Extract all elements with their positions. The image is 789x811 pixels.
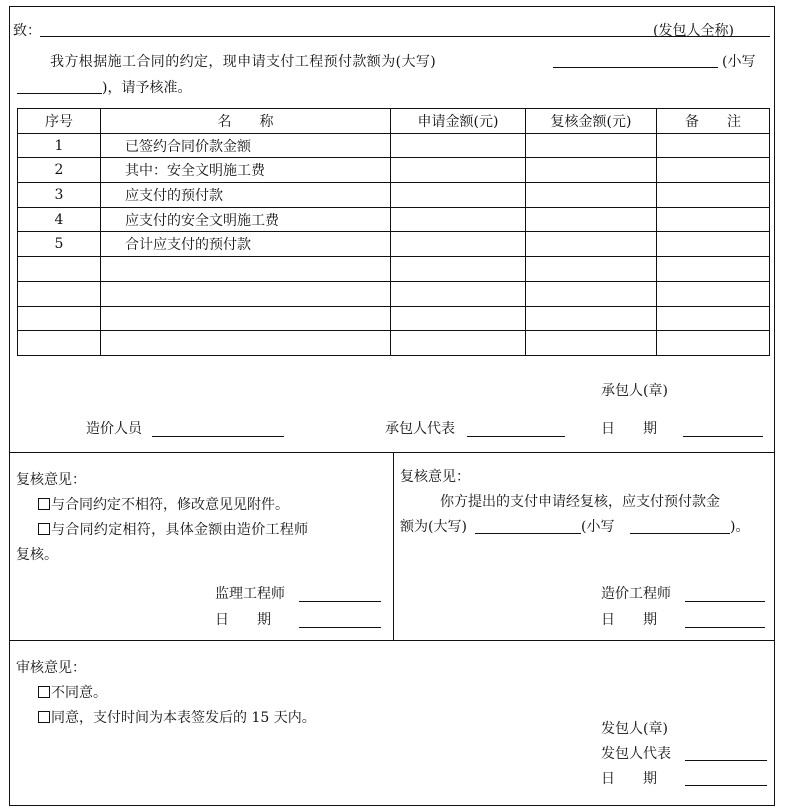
remarks-cell[interactable] xyxy=(657,158,770,183)
contractor-representative-line[interactable] xyxy=(467,436,565,437)
row-name[interactable] xyxy=(101,257,391,282)
reviewed-amount-cell[interactable] xyxy=(526,232,657,257)
reviewed-amount-cell[interactable] xyxy=(526,133,657,158)
table-row xyxy=(18,331,770,356)
audit-agree-checkbox[interactable] xyxy=(38,711,50,723)
cost-staff-label: 造价人员 xyxy=(86,421,142,437)
supervisor-label: 监理工程师 xyxy=(215,586,285,602)
cost-staff-signature-line[interactable] xyxy=(152,436,284,437)
remarks-cell[interactable] xyxy=(657,281,770,306)
table-row xyxy=(18,257,770,282)
review-right-text-2b: (小写 xyxy=(581,519,615,535)
row-no[interactable] xyxy=(18,257,101,282)
applied-amount-cell[interactable] xyxy=(391,306,526,331)
audit-date-label: 日 期 xyxy=(601,771,657,787)
row-name: 已签约合同价款金额 xyxy=(101,133,391,158)
review-right-date-label: 日 期 xyxy=(601,612,657,628)
audit-option-1-label: 不同意。 xyxy=(51,685,107,701)
applied-amount-cell[interactable] xyxy=(391,183,526,208)
row-name: 应支付的预付款 xyxy=(101,183,391,208)
row-no: 5 xyxy=(18,232,101,257)
reviewed-amount-cell[interactable] xyxy=(526,183,657,208)
audit-disagree-checkbox[interactable] xyxy=(38,686,50,698)
row-name: 其中：安全文明施工费 xyxy=(101,158,391,183)
col-header-no: 序号 xyxy=(18,109,101,134)
reviewed-amount-cell[interactable] xyxy=(526,207,657,232)
remarks-cell[interactable] xyxy=(657,232,770,257)
review-left-option-2-cont: 复核。 xyxy=(16,547,58,563)
table-row xyxy=(18,183,770,208)
advance-payment-table xyxy=(17,108,770,356)
review-column-divider xyxy=(393,452,394,640)
employer-representative-label: 发包人代表 xyxy=(601,746,671,762)
section-divider xyxy=(9,640,775,641)
review-left-option-2[interactable] xyxy=(38,519,308,539)
audit-option-2-label: 同意，支付时间为本表签发后的 15 天内。 xyxy=(51,710,316,726)
applied-amount-cell[interactable] xyxy=(391,331,526,356)
contractor-date-label: 日 期 xyxy=(601,421,657,437)
col-header-remarks: 备 注 xyxy=(657,109,770,134)
supervisor-signature-line[interactable] xyxy=(299,601,381,602)
row-name[interactable] xyxy=(101,306,391,331)
agree-checkbox[interactable] xyxy=(38,523,50,535)
review-left-date-label: 日 期 xyxy=(215,612,271,628)
table-row xyxy=(18,158,770,183)
contractor-representative-label: 承包人代表 xyxy=(385,421,455,437)
audit-option-2[interactable] xyxy=(38,707,316,727)
employer-full-name-hint: (发包人全称) xyxy=(653,23,734,39)
row-name[interactable] xyxy=(101,281,391,306)
row-name: 合计应支付的预付款 xyxy=(101,232,391,257)
review-amount-figures-line[interactable] xyxy=(630,533,730,534)
row-name[interactable] xyxy=(101,331,391,356)
reviewed-amount-cell[interactable] xyxy=(526,331,657,356)
review-amount-words-line[interactable] xyxy=(475,533,581,534)
section-divider xyxy=(9,452,775,453)
row-no: 3 xyxy=(18,183,101,208)
remarks-cell[interactable] xyxy=(657,207,770,232)
remarks-cell[interactable] xyxy=(657,257,770,282)
application-text-part2: (小写 xyxy=(722,54,756,70)
table-row xyxy=(18,232,770,257)
remarks-cell[interactable] xyxy=(657,306,770,331)
applied-amount-cell[interactable] xyxy=(391,133,526,158)
applied-amount-cell[interactable] xyxy=(391,207,526,232)
remarks-cell[interactable] xyxy=(657,331,770,356)
audit-title: 审核意见： xyxy=(16,660,86,676)
review-left-option-1-label: 与合同约定不相符，修改意见见附件。 xyxy=(51,497,289,513)
cost-engineer-label: 造价工程师 xyxy=(601,586,671,602)
row-no: 1 xyxy=(18,133,101,158)
review-right-text-2c: )。 xyxy=(730,519,750,535)
row-no[interactable] xyxy=(18,281,101,306)
col-header-applied-amount: 申请金额(元) xyxy=(391,109,526,134)
applied-amount-cell[interactable] xyxy=(391,158,526,183)
row-no: 2 xyxy=(18,158,101,183)
contractor-date-line[interactable] xyxy=(683,436,763,437)
remarks-cell[interactable] xyxy=(657,183,770,208)
applied-amount-cell[interactable] xyxy=(391,281,526,306)
review-right-date-line[interactable] xyxy=(685,627,765,628)
remarks-cell[interactable] xyxy=(657,133,770,158)
application-text-part1: 我方根据施工合同的约定，现申请支付工程预付款额为(大写) xyxy=(50,54,437,70)
review-right-text-2a: 额为(大写) xyxy=(400,519,467,535)
reviewed-amount-cell[interactable] xyxy=(526,306,657,331)
audit-option-1[interactable] xyxy=(38,682,107,702)
reviewed-amount-cell[interactable] xyxy=(526,257,657,282)
row-no[interactable] xyxy=(18,331,101,356)
employer-seal: 发包人(章) xyxy=(601,721,668,737)
col-header-name: 名 称 xyxy=(101,109,391,134)
employer-representative-line[interactable] xyxy=(685,760,767,761)
review-left-option-2-label: 与合同约定相符，具体金额由造价工程师 xyxy=(51,522,309,538)
review-left-title: 复核意见： xyxy=(16,472,86,488)
review-left-date-line[interactable] xyxy=(299,627,381,628)
row-no[interactable] xyxy=(18,306,101,331)
reviewed-amount-cell[interactable] xyxy=(526,158,657,183)
applied-amount-cell[interactable] xyxy=(391,232,526,257)
table-row xyxy=(18,306,770,331)
disagree-checkbox[interactable] xyxy=(38,498,50,510)
table-row xyxy=(18,281,770,306)
review-right-title: 复核意见： xyxy=(400,469,470,485)
to-label: 致： xyxy=(13,23,41,39)
review-left-option-1[interactable] xyxy=(38,494,289,514)
table-row xyxy=(18,133,770,158)
row-name: 应支付的安全文明施工费 xyxy=(101,207,391,232)
reviewed-amount-cell[interactable] xyxy=(526,281,657,306)
application-text-part3: )，请予核准。 xyxy=(102,80,192,96)
table-row xyxy=(18,207,770,232)
row-no: 4 xyxy=(18,207,101,232)
applied-amount-cell[interactable] xyxy=(391,257,526,282)
audit-date-line[interactable] xyxy=(685,785,767,786)
contractor-seal: 承包人(章) xyxy=(601,383,668,399)
review-right-text-1: 你方提出的支付申请经复核，应支付预付款金 xyxy=(440,494,720,510)
cost-engineer-signature-line[interactable] xyxy=(685,601,765,602)
col-header-reviewed-amount: 复核金额(元) xyxy=(526,109,657,134)
table-header-row xyxy=(18,109,770,134)
